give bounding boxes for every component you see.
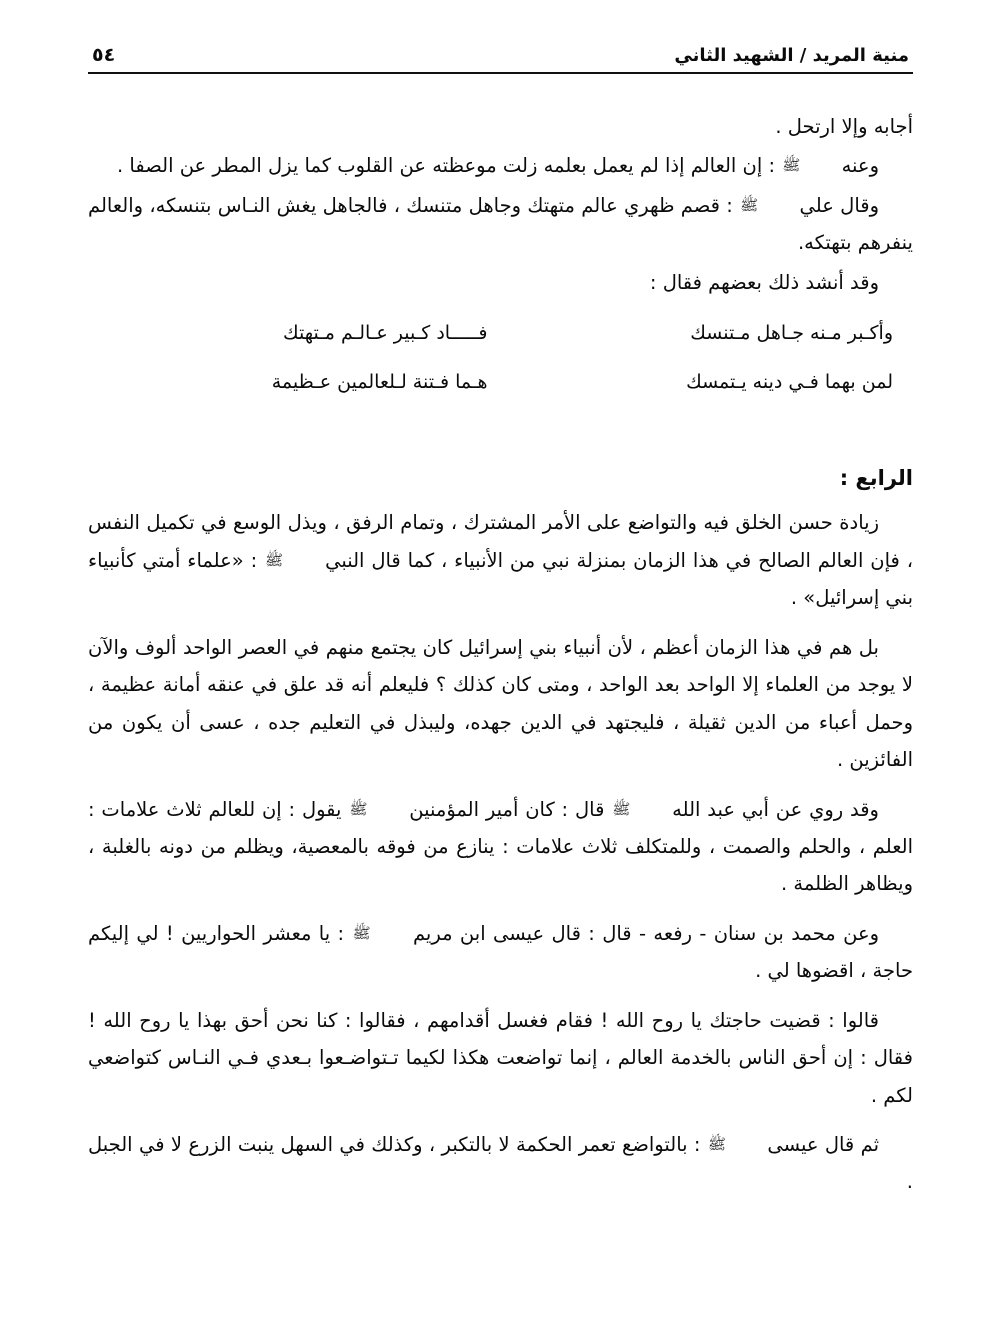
honorific-icon: ﷺ <box>612 799 631 818</box>
page-body <box>88 108 913 1201</box>
paragraph-spacer <box>88 905 913 915</box>
paragraph-4 <box>88 915 913 990</box>
page-number: ٥٤ <box>92 44 116 66</box>
line-3-before-text: وقال علي <box>799 193 880 217</box>
paragraph-line-2 <box>88 147 913 184</box>
paragraph-line-4 <box>88 264 913 301</box>
paragraph-1 <box>88 504 913 616</box>
paragraph-1-part-b: : «علماء أمتي كأنبياء بني إسرائيل» . <box>88 548 913 610</box>
line-4-text: وقد أنشد ذلك بعضهم فقال : <box>649 270 879 294</box>
line-2-after-text: : إن العالم إذا لم يعمل بعلمه زلت موعظته عن القلوب كما يزل المطر عن الصفا . <box>117 154 776 178</box>
honorific-icon: ﷺ <box>349 799 368 818</box>
paragraph-3 <box>88 791 913 903</box>
paragraph-4-part-a: وعن محمد بن سنان - رفعه - قال : قال عيسى ابن مريم <box>412 921 879 945</box>
paragraph-spacer <box>88 992 913 1002</box>
honorific-icon: ﷺ <box>740 195 759 214</box>
book-title: منية المريد / الشهيد الثاني <box>674 45 909 66</box>
paragraph-line-3 <box>88 187 913 262</box>
paragraph-4-part-b: : يا معشر الحواريين ! لي إليكم حاجة ، اقضوها لي . <box>88 921 913 983</box>
honorific-icon: ﷺ <box>352 923 371 942</box>
line-2-before-text: وعنه <box>841 154 879 178</box>
section-heading: الرابع : <box>839 466 913 491</box>
paragraph-5: قالوا : قضيت حاجتك يا روح الله ! فقام فغسل أقدامهم ، فقالوا : كنا نحن أحق بهذا يا روح الله ! فقال : إن أحق الناس بالخدمة العالم ، إنما تواضعت هكذا لكيما تـتواضـعوا بـعدي فـي النـاس كتواضعي لكم . <box>88 1008 913 1107</box>
paragraph-2: بل هم في هذا الزمان أعظم ، لأن أنبياء بني إسرائيل كان يجتمع منهم في العصر الواحد ألوف والآن لا يوجد من العلماء إلا الواحد بعد الواحد ، ومتى كان كذلك ؟ فليعلم أنه قد علق في عنقه أمانة عظيمة ، وحمل أعباء من الدين ثقيلة ، فليجتهد في الدين جهده، وليبذل في التعليم جده ، عسى أن يكون من الفائزين . <box>88 635 913 772</box>
paragraph-3-part-b: قال : كان أمير المؤمنين <box>409 797 605 821</box>
poem-hemistich-first: فـــــاد كـبير عـالـم مـتهتك <box>282 322 488 345</box>
honorific-icon: ﷺ <box>782 156 801 175</box>
page-header <box>88 44 913 74</box>
poem-hemistich-first: هـما فـتنة لـلعالمين عـظيمة <box>271 370 488 393</box>
paragraph-line-1 <box>88 108 913 145</box>
section-spacer <box>88 412 913 458</box>
poem-line <box>88 315 913 351</box>
honorific-icon: ﷺ <box>265 550 284 569</box>
paragraph-spacer <box>88 619 913 629</box>
poem-hemistich-second: وأكـبر مـنه جـاهل مـتنسك <box>690 322 893 345</box>
paragraph-6-part-a: ثم قال عيسى <box>767 1133 879 1156</box>
paragraph-6-part-b: : بالتواضع تعمر الحكمة لا بالتكبر ، وكذلك في السهل ينبت الزرع لا في الجبل . <box>88 1133 913 1194</box>
poem-block <box>88 315 913 400</box>
paragraph-3-part-c: يقول : إن للعالم ثلاث علامات : العلم ، والحلم والصمت ، وللمتكلف ثلاث علامات : ينازع من فوقه بالمعصية، ويظلم من دونه بالغلبة ، ويظاهر الظلمة . <box>88 797 913 896</box>
paragraph-6 <box>88 1126 913 1201</box>
paragraph-1-part-a: زيادة حسن الخلق فيه والتواضع على الأمر المشترك ، وتمام الرفق ، ويذل الوسع في تكميل النفس ، فإن العالم الصالح في هذا الزمان بمنزلة نبي من الأنبياء ، كما قال النبي <box>88 511 914 572</box>
paragraph-spacer <box>88 1116 913 1126</box>
honorific-icon: ﷺ <box>707 1135 726 1153</box>
line-3-after-text: : قصم ظهري عالم متهتك وجاهل متنسك ، فالجاهل يغش النـاس بتنسكه، والعالم ينفرهم بتهتكه. <box>88 193 913 255</box>
paragraph-3-part-a: وقد روي عن أبي عبد الله <box>672 797 879 821</box>
line-1-text: أجابه وإلا ارتحل . <box>775 115 913 138</box>
paragraph-spacer <box>88 781 913 791</box>
poem-hemistich-second: لمن بهما فـي دينه يـتمسك <box>686 370 893 393</box>
poem-line <box>88 364 913 400</box>
